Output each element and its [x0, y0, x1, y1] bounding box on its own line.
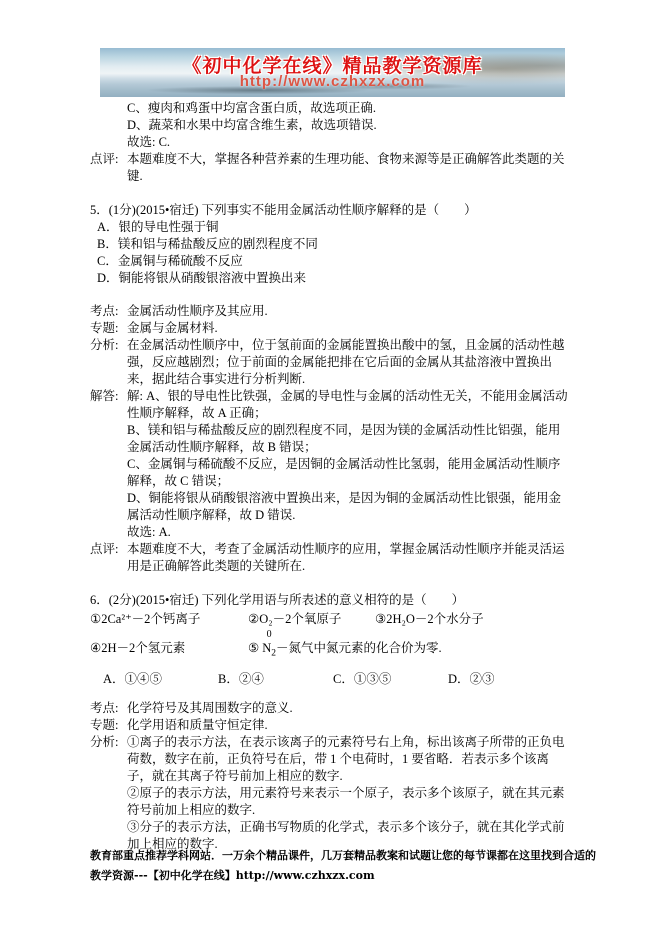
q6-item-1: ①2Ca²⁺－2个钙离子: [90, 612, 201, 626]
topic-label: 专题:: [90, 321, 119, 335]
q6-topic-row: [90, 717, 572, 734]
analysis-label: 分析:: [90, 734, 119, 749]
solution-label: 解答:: [90, 389, 119, 403]
q6-exam-point-row: [90, 700, 572, 717]
element-subscript: 2: [271, 648, 276, 659]
analysis-text: 在金属活动性顺序中，位于氢前面的金属能置换出酸中的氢，且金属的活动性越强，反应越剧烈；位于前面的金属能把排在它后面的金属从其盐溶液中置换出来，据此结合事实进行分析判断.: [127, 338, 565, 386]
q6-options-row: [90, 671, 572, 688]
q5-exam-point-row: [90, 303, 572, 320]
q6-option-c: C．①③⑤: [333, 671, 392, 686]
valence-notation: [262, 629, 276, 663]
solution-paragraph: C、金属铜与稀硫酸不反应，是因铜的金属活动性比氢弱，能用金属活动性顺序解释，故 C 错误；: [127, 457, 561, 488]
q6-item-5-text: －氮气中氮元素的化合价为零.: [276, 641, 442, 655]
solution-paragraph: D、铜能将银从硝酸银溶液中置换出来，是因为铜的金属活动性比银强，能用金属活动性顺序解释，故 D 错误.: [127, 491, 562, 522]
review-label: 点评:: [90, 542, 119, 556]
review-text: 本题难度不大，考查了金属活动性顺序的应用，掌握金属活动性顺序并能灵活运用是正确解答此类题的关键所在.: [127, 542, 565, 573]
answer-line-d: D、蔬菜和水果中均富含维生素，故选项错误.: [127, 118, 377, 132]
q6-item-4: ④2H－2个氢元素: [90, 641, 186, 655]
valence-zero: 0: [266, 629, 272, 640]
question-6-title: 6．(2分)(2015•宿迁) 下列化学用语与所表述的意义相符的是（ ）: [90, 593, 465, 607]
q5-option-a: A．银的导电性强于铜: [97, 220, 219, 234]
banner-title: 《初中化学在线》精品教学资源库: [182, 56, 483, 77]
topic-label: 专题:: [90, 717, 119, 732]
solution-paragraph: 解: A、银的导电性比铁强，金属的导电性与金属的活动性无关，不能用金属活动性顺序解释，故 A 正确；: [127, 389, 568, 420]
q5-option-d: D．铜能将银从硝酸银溶液中置换出来: [97, 271, 307, 285]
analysis-paragraph: ②原子的表示方法，用元素符号来表示一个原子，表示多个该原子，就在其元素符号前加上相应的数字.: [127, 785, 565, 817]
analysis-text: [127, 734, 572, 853]
q5-option-b: B．镁和铝与稀盐酸反应的剧烈程度不同: [97, 237, 318, 251]
q5-option-c: C．金属铜与稀硫酸不反应: [97, 254, 243, 268]
footer-line-2: 教学资源---【初中化学在线】http://www.czhxzx.com: [90, 869, 375, 882]
exam-point-text: 金属活动性顺序及其应用.: [127, 304, 268, 318]
q6-item-5: [248, 629, 442, 663]
analysis-paragraph: ③分子的表示方法，正确书写物质的化学式，表示多个该分子，就在其化学式前加上相应的数字.: [127, 819, 565, 851]
analysis-paragraph: ①离子的表示方法，在表示该离子的元素符号右上角，标出该离子所带的正负电荷数，数字在前，正负符号在后，带 1 个电荷时，1 要省略．若表示多个该离子，就在其离子符号前加上相应的数字.: [127, 734, 565, 783]
topic-text: 金属与金属材料.: [127, 321, 218, 335]
q6-item-3: ③2H₂O－2个水分子: [375, 612, 484, 626]
banner-url: http://www.czhxzx.com: [239, 73, 426, 90]
footer: [90, 846, 650, 886]
review-label: 点评:: [90, 152, 119, 166]
exam-point-label: 考点:: [90, 700, 119, 715]
exam-point-label: 考点:: [90, 304, 119, 318]
q6-option-a: A．①④⑤: [103, 671, 163, 686]
q6-analysis-row: [90, 734, 572, 853]
answer-line-c: C、瘦肉和鸡蛋中均富含蛋白质，故选项正确.: [127, 101, 376, 115]
analysis-label: 分析:: [90, 338, 119, 352]
q6-item-2: ②O₂－2个氧原子: [248, 612, 342, 626]
q5-topic-row: [90, 320, 572, 337]
q5-analysis-row: [90, 337, 572, 388]
q6-option-b: B．②④: [218, 671, 264, 686]
solution-paragraph: B、镁和铝与稀盐酸反应的剧烈程度不同，是因为镁的金属活动性比铝强，能用金属活动性顺序解释，故 B 错误；: [127, 423, 561, 454]
site-banner-image: [100, 48, 565, 97]
exam-point-text: 化学符号及其周围数字的意义.: [127, 700, 293, 715]
topic-text: 化学用语和质量守恒定律.: [127, 717, 268, 732]
answer-choice-line: 故选: C.: [127, 135, 171, 149]
q6-item-5-number: ⑤: [248, 641, 260, 655]
q5-solution-row: [90, 388, 572, 541]
q5-review-row: [90, 541, 572, 575]
footer-line-1: 教育部重点推荐学科网站．一万余个精品课件，几万套精品教案和试题让您的每节课都在这里找到合适的: [90, 849, 596, 862]
question-5-title: 5．(1分)(2015•宿迁) 下列事实不能用金属活动性顺序解释的是（ ）: [90, 203, 477, 217]
solution-text: [127, 388, 572, 541]
review-text: 本题难度不大，掌握各种营养素的生理功能、食物来源等是正确解答此类题的关键.: [127, 152, 565, 183]
q6-items-row-2: [90, 629, 572, 663]
element-symbol: N: [262, 641, 272, 655]
q6-option-d: D．②③: [448, 671, 495, 686]
document-body: [90, 100, 572, 853]
q6-items-row-1: [90, 611, 572, 628]
review-row: [90, 151, 572, 185]
solution-choice-line: 故选: A.: [127, 525, 171, 539]
